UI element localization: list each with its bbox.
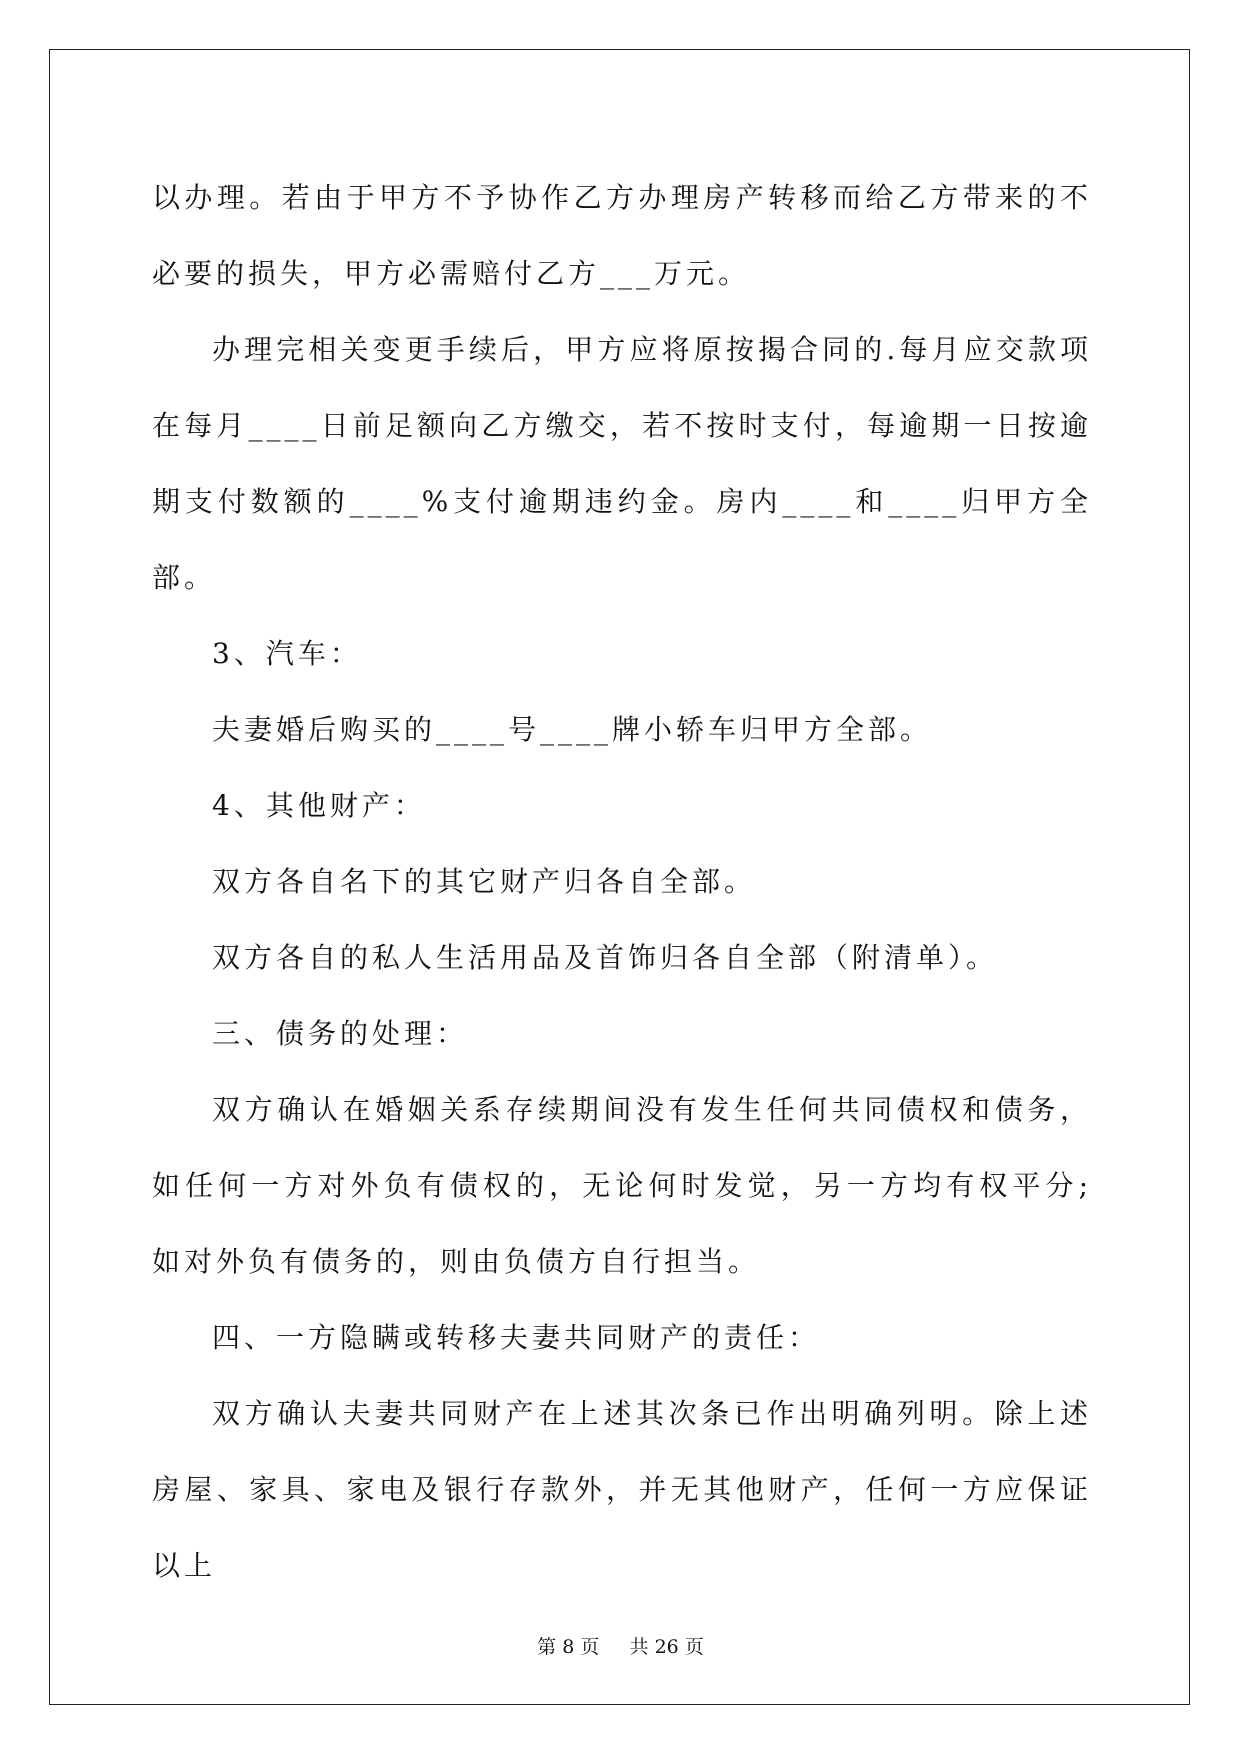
- section-heading: 三、债务的处理：: [212, 1017, 469, 1050]
- paragraph: 双方各自的私人生活用品及首饰归各自全部（附清单）。: [212, 941, 999, 974]
- page-footer: [0, 1632, 1241, 1659]
- section-heading: 3、汽车：: [212, 637, 362, 670]
- paragraph: 夫妻婚后购买的____号____牌小轿车归甲方全部。: [212, 713, 933, 746]
- document-body: [152, 160, 1092, 1604]
- page-total: 共 26 页: [629, 1636, 704, 1658]
- paragraph: 双方确认夫妻共同财产在上述其次条已作出明确列明。除上述房屋、家具、家电及银行存款外，并无其他财产，任何一方应保证以上: [152, 1397, 1092, 1582]
- section-heading: 四、一方隐瞒或转移夫妻共同财产的责任：: [212, 1321, 821, 1354]
- paragraph: 双方确认在婚姻关系存续期间没有发生任何共同债权和债务，如任何一方对外负有债权的，无论何时发觉，另一方均有权平分;如对外负有债务的，则由负债方自行担当。: [152, 1093, 1092, 1278]
- paragraph: 双方各自名下的其它财产归各自全部。: [212, 865, 757, 898]
- page-number: 第 8 页: [537, 1636, 600, 1658]
- paragraph: 办理完相关变更手续后，甲方应将原按揭合同的.每月应交款项在每月____日前足额向乙方缴交，若不按时支付，每逾期一日按逾期支付数额的____%支付逾期违约金。房内____和____归甲方全部。: [152, 333, 1092, 594]
- section-heading: 4、其他财产：: [212, 789, 426, 822]
- paragraph: 以办理。若由于甲方不予协作乙方办理房产转移而给乙方带来的不必要的损失，甲方必需赔付乙方___万元。: [152, 181, 1092, 290]
